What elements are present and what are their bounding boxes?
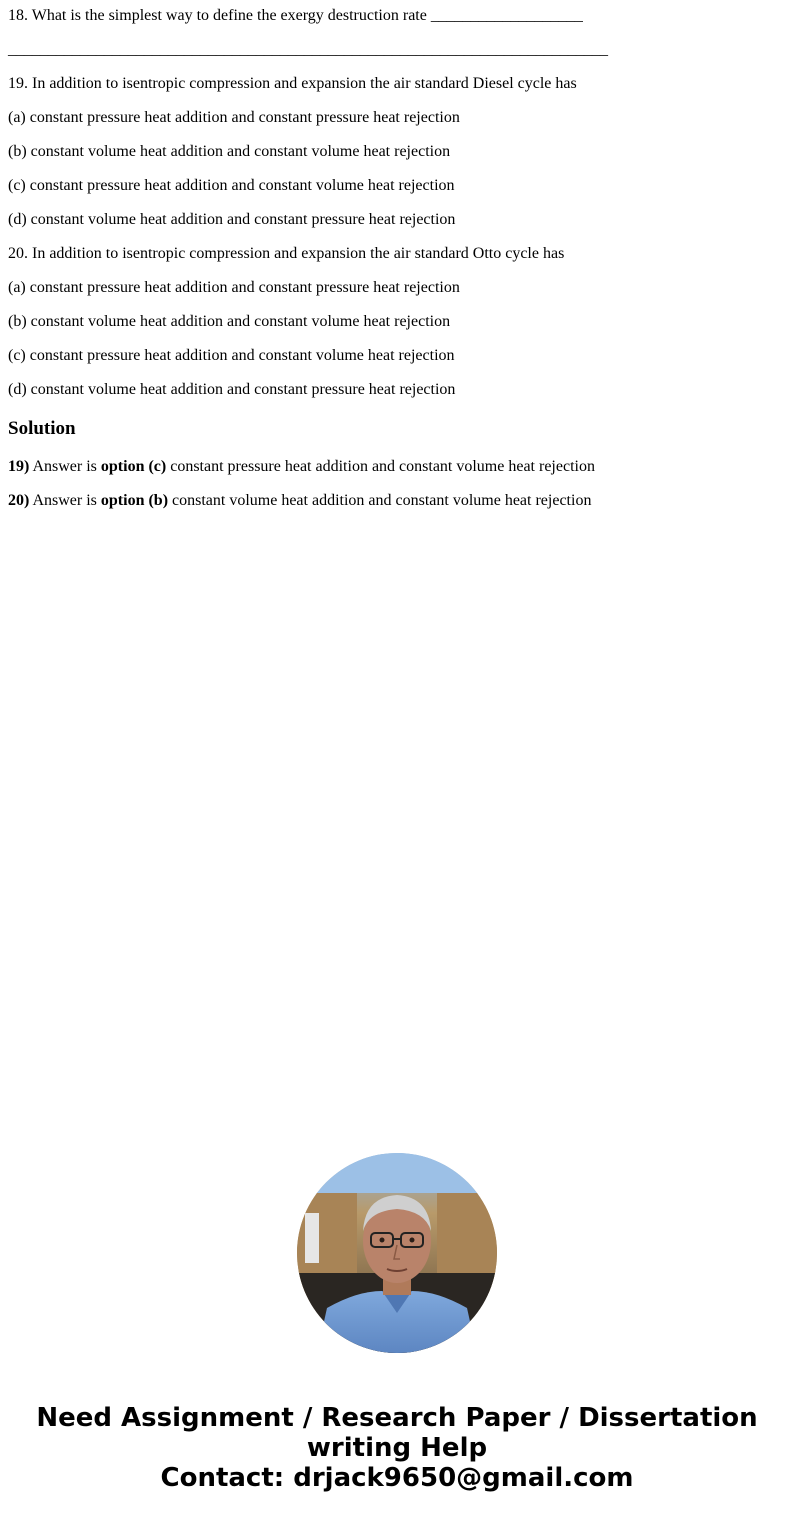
answer-20 [8,492,591,510]
answer-19-text: constant pressure heat addition and constant volume heat rejection [166,458,595,475]
author-avatar [297,1153,497,1353]
question-19-stem: 19. In addition to isentropic compression and expansion the air standard Diesel cycle has [8,75,577,92]
author-portrait-image [297,1153,497,1353]
answer-20-text: constant volume heat addition and constant volume heat rejection [168,492,592,509]
question-20-option-b: (b) constant volume heat addition and constant volume heat rejection [8,313,451,330]
question-19-option-c: (c) constant pressure heat addition and constant volume heat rejection [8,177,455,194]
answer-20-number: 20) [8,492,30,509]
answer-blank-line: ___________________________________________________________________________ [8,41,608,58]
answer-19-option: option (c) [100,458,167,475]
help-banner [0,1403,794,1493]
question-19-option-d: (d) constant volume heat addition and constant pressure heat rejection [8,211,456,228]
contact-email: Contact: drjack9650@gmail.com [160,1463,634,1493]
answer-19-number: 19) [8,458,30,475]
question-20-option-d: (d) constant volume heat addition and constant pressure heat rejection [8,381,456,398]
question-18: 18. What is the simplest way to define the exergy destruction rate ___________________ [8,7,583,24]
answer-20-prefix: Answer is [29,492,101,509]
solution-heading: Solution [8,418,76,439]
question-20-stem: 20. In addition to isentropic compression and expansion the air standard Otto cycle has [8,245,565,262]
answer-19-prefix: Answer is [29,458,101,475]
answer-19 [8,458,595,476]
help-banner-line-1: Need Assignment / Research Paper / Dissertation [36,1403,758,1433]
question-20-option-c: (c) constant pressure heat addition and constant volume heat rejection [8,347,455,364]
question-19-option-a: (a) constant pressure heat addition and constant pressure heat rejection [8,109,460,126]
question-19-option-b: (b) constant volume heat addition and constant volume heat rejection [8,143,451,160]
answer-20-option: option (b) [100,492,169,509]
question-20-option-a: (a) constant pressure heat addition and constant pressure heat rejection [8,279,460,296]
help-banner-line-2: writing Help [306,1433,488,1463]
